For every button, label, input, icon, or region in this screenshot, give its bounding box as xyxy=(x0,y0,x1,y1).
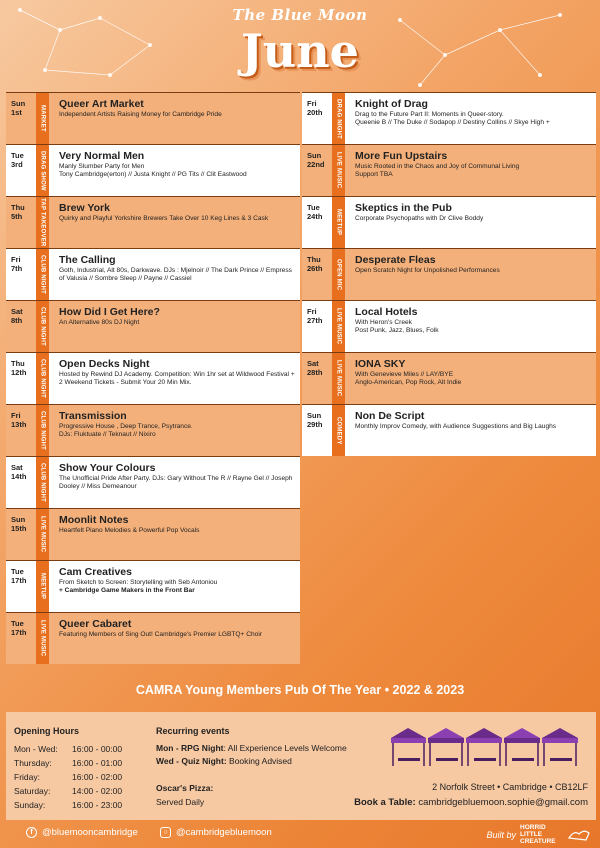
event-description-extra: + Cambridge Game Makers in the Front Bar xyxy=(59,587,195,595)
recurring-events-title: Recurring events xyxy=(156,726,230,736)
opening-time: 16:00 - 23:00 xyxy=(72,800,123,810)
event-description-text: Drag to the Future Part II: Moments in Queer-story. Queenie B // The Duke // Sodapop // Destiny Collins // Skye High + xyxy=(355,111,550,127)
event-day: Fri xyxy=(11,411,21,420)
event-description xyxy=(59,579,296,596)
event-row xyxy=(6,300,300,352)
opening-day: Sunday: xyxy=(14,800,46,810)
event-day: Tue xyxy=(11,619,24,628)
facebook-handle: @bluemooncambridge xyxy=(42,827,138,838)
brand-logo-text: The Blue Moon xyxy=(232,6,368,24)
event-category: TAP TAKEOVER xyxy=(36,197,49,248)
event-row xyxy=(302,352,596,404)
event-date-number: 26th xyxy=(307,264,323,273)
event-date xyxy=(6,353,36,404)
event-category: CLUB NIGHT xyxy=(36,405,49,456)
event-day: Tue xyxy=(307,203,320,212)
booking-line xyxy=(354,797,588,808)
event-category: DRAG NIGHT xyxy=(332,93,345,144)
event-date xyxy=(6,93,36,144)
event-title: Very Normal Men xyxy=(59,150,145,162)
recurring-event-text: Booking Advised xyxy=(226,756,292,766)
event-info xyxy=(49,353,300,404)
event-day: Sat xyxy=(11,307,23,316)
event-row xyxy=(6,508,300,560)
event-category: CLUB NIGHT xyxy=(36,301,49,352)
event-date-number: 5th xyxy=(11,212,23,221)
event-date xyxy=(302,145,332,196)
event-description-text: Music Rooted in the Chaos and Joy of Communal Living Support TBA xyxy=(355,163,520,179)
creature-icon xyxy=(568,828,590,842)
event-date xyxy=(302,197,332,248)
event-category: DRAG SHOW xyxy=(36,145,49,196)
event-title: Show Your Colours xyxy=(59,462,156,474)
event-title: Desperate Fleas xyxy=(355,254,436,266)
event-day: Sun xyxy=(307,151,322,160)
event-day: Thu xyxy=(11,203,25,212)
event-category: OPEN MIC xyxy=(332,249,345,300)
event-category: LIVE MUSIC xyxy=(36,509,49,560)
event-description xyxy=(59,371,296,388)
event-info xyxy=(345,197,596,248)
event-row xyxy=(302,248,596,300)
recurring-event-label: Wed - Quiz Night: xyxy=(156,756,227,766)
opening-hours-row xyxy=(14,770,122,784)
event-category: LIVE MUSIC xyxy=(332,301,345,352)
event-day: Fri xyxy=(307,99,317,108)
event-title: How Did I Get Here? xyxy=(59,306,160,318)
event-row xyxy=(6,248,300,300)
event-category: MEETUP xyxy=(36,561,49,612)
event-date xyxy=(6,457,36,508)
opening-time: 16:00 - 02:00 xyxy=(72,772,123,782)
event-description-text: From Sketch to Screen: Storytelling with Seb Antoniou xyxy=(59,579,218,586)
address: 2 Norfolk Street • Cambridge • CB12LF xyxy=(432,782,588,792)
event-date-number: 27th xyxy=(307,316,323,325)
event-title: Knight of Drag xyxy=(355,98,428,110)
booking-email[interactable]: cambridgebluemoon.sophie@gmail.com xyxy=(418,797,588,808)
award-banner: CAMRA Young Members Pub Of The Year • 2022 & 2023 xyxy=(135,683,465,697)
event-date xyxy=(6,301,36,352)
event-date xyxy=(302,93,332,144)
event-category: COMEDY xyxy=(332,405,345,456)
event-title: More Fun Upstairs xyxy=(355,150,448,162)
opening-day: Mon - Wed: xyxy=(14,744,58,754)
event-date-number: 17th xyxy=(11,628,27,637)
event-title: Queer Cabaret xyxy=(59,618,132,630)
event-title: Skeptics in the Pub xyxy=(355,202,452,214)
event-info xyxy=(49,405,300,456)
event-date-number: 28th xyxy=(307,368,323,377)
event-description xyxy=(355,371,592,388)
opening-hours-list xyxy=(14,742,122,812)
header xyxy=(0,0,600,92)
event-day: Sun xyxy=(11,99,26,108)
opening-hours-title: Opening Hours xyxy=(14,726,79,736)
event-row xyxy=(6,456,300,508)
opening-hours-row xyxy=(14,798,122,812)
event-row xyxy=(6,144,300,196)
event-description-text: Manly Slumber Party for Men Tony Cambridge(erton) // Justa Knight // PG Tits // Clit Eastwood xyxy=(59,163,247,179)
event-day: Tue xyxy=(11,151,24,160)
opening-time: 14:00 - 02:00 xyxy=(72,786,123,796)
opening-hours-row xyxy=(14,756,122,770)
event-info xyxy=(49,509,300,560)
event-description-text: The Unofficial Pride After Party. DJs: Gary Without The R // Rayne Gel // Joseph Dooley // Miss Demeanour xyxy=(59,475,293,491)
event-title: Brew York xyxy=(59,202,110,214)
event-description xyxy=(59,319,296,327)
opening-time: 16:00 - 01:00 xyxy=(72,758,123,768)
recurring-events-list xyxy=(156,742,347,768)
event-day: Sat xyxy=(307,359,319,368)
event-row xyxy=(302,300,596,352)
event-description xyxy=(355,267,592,275)
horrid-little-creature-logo: HORRID LITTLE CREATURE xyxy=(520,824,556,845)
event-date xyxy=(6,405,36,456)
event-title: IONA SKY xyxy=(355,358,406,370)
event-row xyxy=(6,612,300,664)
instagram-icon: ○ xyxy=(160,827,171,838)
facebook-link[interactable] xyxy=(26,827,138,838)
event-date-number: 17th xyxy=(11,576,27,585)
page-title: June xyxy=(241,24,359,78)
event-day: Sun xyxy=(11,515,26,524)
events-column-left xyxy=(6,92,300,664)
event-info xyxy=(345,145,596,196)
event-title: The Calling xyxy=(59,254,116,266)
event-description xyxy=(59,475,296,492)
opening-day: Thursday: xyxy=(14,758,52,768)
event-date-number: 29th xyxy=(307,420,323,429)
event-title: Transmission xyxy=(59,410,127,422)
event-description xyxy=(59,527,296,535)
event-date-number: 14th xyxy=(11,472,27,481)
event-date-number: 24th xyxy=(307,212,323,221)
event-description xyxy=(355,423,592,431)
event-date-number: 8th xyxy=(11,316,23,325)
event-description-text: An Alternative 80s DJ Night xyxy=(59,319,140,326)
event-day: Thu xyxy=(11,359,25,368)
pizza-title: Oscar's Pizza: xyxy=(156,783,214,793)
event-description xyxy=(59,631,296,639)
event-category: CLUB NIGHT xyxy=(36,249,49,300)
event-info xyxy=(345,93,596,144)
instagram-link[interactable] xyxy=(160,827,272,838)
opening-hours-row xyxy=(14,784,122,798)
facebook-icon: f xyxy=(26,827,37,838)
opening-hours-row xyxy=(14,742,122,756)
event-info xyxy=(49,457,300,508)
event-date-number: 12th xyxy=(11,368,27,377)
event-date-number: 1st xyxy=(11,108,22,117)
event-date xyxy=(6,509,36,560)
event-description-text: With Genevieve Miles // LAY/BYE Anglo-American, Pop Rock, Alt Indie xyxy=(355,371,462,387)
event-category: CLUB NIGHT xyxy=(36,353,49,404)
event-description-text: Heartfelt Piano Melodies & Powerful Pop Vocals xyxy=(59,527,200,534)
event-row xyxy=(6,560,300,612)
event-date xyxy=(302,405,332,456)
event-row xyxy=(302,404,596,456)
event-description xyxy=(59,267,296,284)
event-info xyxy=(345,249,596,300)
event-date-number: 13th xyxy=(11,420,27,429)
event-description xyxy=(59,215,296,223)
event-date-number: 20th xyxy=(307,108,323,117)
market-tents-illustration xyxy=(386,726,586,774)
event-description xyxy=(59,423,296,440)
event-info xyxy=(49,145,300,196)
event-description-text: Featuring Members of Sing Out! Cambridge's Premier LGBTQ+ Choir xyxy=(59,631,262,638)
social-bar xyxy=(0,820,600,848)
event-date xyxy=(6,249,36,300)
event-day: Tue xyxy=(11,567,24,576)
event-row xyxy=(302,92,596,144)
event-date-number: 15th xyxy=(11,524,27,533)
event-description xyxy=(355,111,592,128)
event-description-text: With Heron's Creek Post Punk, Jazz, Blues, Folk xyxy=(355,319,439,335)
booking-label: Book a Table: xyxy=(354,797,416,808)
event-title: Open Decks Night xyxy=(59,358,150,370)
pizza-text: Served Daily xyxy=(156,797,205,807)
event-description-text: Goth, Industrial, Alt 80s, Darkwave. DJs : Mjelnoir // The Dark Prince // Empress of Valusia // Sombre Sleep // Payne // Cassiel xyxy=(59,267,292,283)
event-date xyxy=(6,197,36,248)
event-info xyxy=(49,613,300,664)
info-panel xyxy=(6,712,596,820)
event-day: Fri xyxy=(11,255,21,264)
event-date-number: 22nd xyxy=(307,160,325,169)
event-description-text: Open Scratch Night for Unpolished Performances xyxy=(355,267,500,274)
event-description-text: Quirky and Playful Yorkshire Brewers Take Over 10 Keg Lines & 3 Cask xyxy=(59,215,269,222)
recurring-event xyxy=(156,755,347,768)
recurring-event-label: Mon - RPG Night xyxy=(156,743,224,753)
event-description-text: Hosted by Rewind DJ Academy. Competition: Win 1hr set at Wildwood Festival + 2 Weekend Tickets - Submit Your 20 Min Mix. xyxy=(59,371,295,387)
event-description xyxy=(355,215,592,223)
event-info xyxy=(345,405,596,456)
event-title: Non De Script xyxy=(355,410,425,422)
event-row xyxy=(302,196,596,248)
event-category: LIVE MUSIC xyxy=(332,353,345,404)
event-row xyxy=(6,404,300,456)
built-by-credit xyxy=(486,824,590,845)
event-category: LIVE MUSIC xyxy=(332,145,345,196)
event-row xyxy=(302,144,596,196)
event-day: Sat xyxy=(11,463,23,472)
opening-day: Saturday: xyxy=(14,786,51,796)
opening-time: 16:00 - 00:00 xyxy=(72,744,123,754)
event-category: LIVE MUSIC xyxy=(36,613,49,664)
event-date-number: 7th xyxy=(11,264,23,273)
event-info xyxy=(345,353,596,404)
event-date xyxy=(302,353,332,404)
event-description xyxy=(59,163,296,180)
event-date xyxy=(302,301,332,352)
event-info xyxy=(49,93,300,144)
recurring-event-text: : All Experience Levels Welcome xyxy=(223,743,347,753)
event-info xyxy=(49,197,300,248)
event-description-text: Progressive House , Deep Trance, Psytrance. DJs: Fluktuate // Teknaut // Nixiro xyxy=(59,423,193,439)
event-info xyxy=(345,301,596,352)
event-description-text: Monthly Improv Comedy, with Audience Suggestions and Big Laughs xyxy=(355,423,557,430)
event-description xyxy=(355,319,592,336)
instagram-handle: @cambridgebluemoon xyxy=(176,827,272,838)
event-row xyxy=(6,196,300,248)
recurring-event xyxy=(156,742,347,755)
event-info xyxy=(49,249,300,300)
event-date xyxy=(6,145,36,196)
event-title: Cam Creatives xyxy=(59,566,132,578)
event-category: MARKET xyxy=(36,93,49,144)
opening-day: Friday: xyxy=(14,772,40,782)
event-title: Queer Art Market xyxy=(59,98,144,110)
event-info xyxy=(49,561,300,612)
events-column-right xyxy=(302,92,596,456)
event-date xyxy=(302,249,332,300)
event-description-text: Independent Artists Raising Money for Cambridge Pride xyxy=(59,111,222,118)
event-category: MEETUP xyxy=(332,197,345,248)
event-description xyxy=(355,163,592,180)
event-category: CLUB NIGHT xyxy=(36,457,49,508)
event-description xyxy=(59,111,296,119)
built-by-label: Built by xyxy=(486,829,516,840)
event-title: Local Hotels xyxy=(355,306,418,318)
event-day: Fri xyxy=(307,307,317,316)
event-date-number: 3rd xyxy=(11,160,23,169)
event-day: Thu xyxy=(307,255,321,264)
event-info xyxy=(49,301,300,352)
event-date xyxy=(6,613,36,664)
event-row xyxy=(6,352,300,404)
event-day: Sun xyxy=(307,411,322,420)
event-row xyxy=(6,92,300,144)
event-date xyxy=(6,561,36,612)
event-description-text: Corporate Psychopaths with Dr Clive Boddy xyxy=(355,215,484,222)
event-title: Moonlit Notes xyxy=(59,514,129,526)
